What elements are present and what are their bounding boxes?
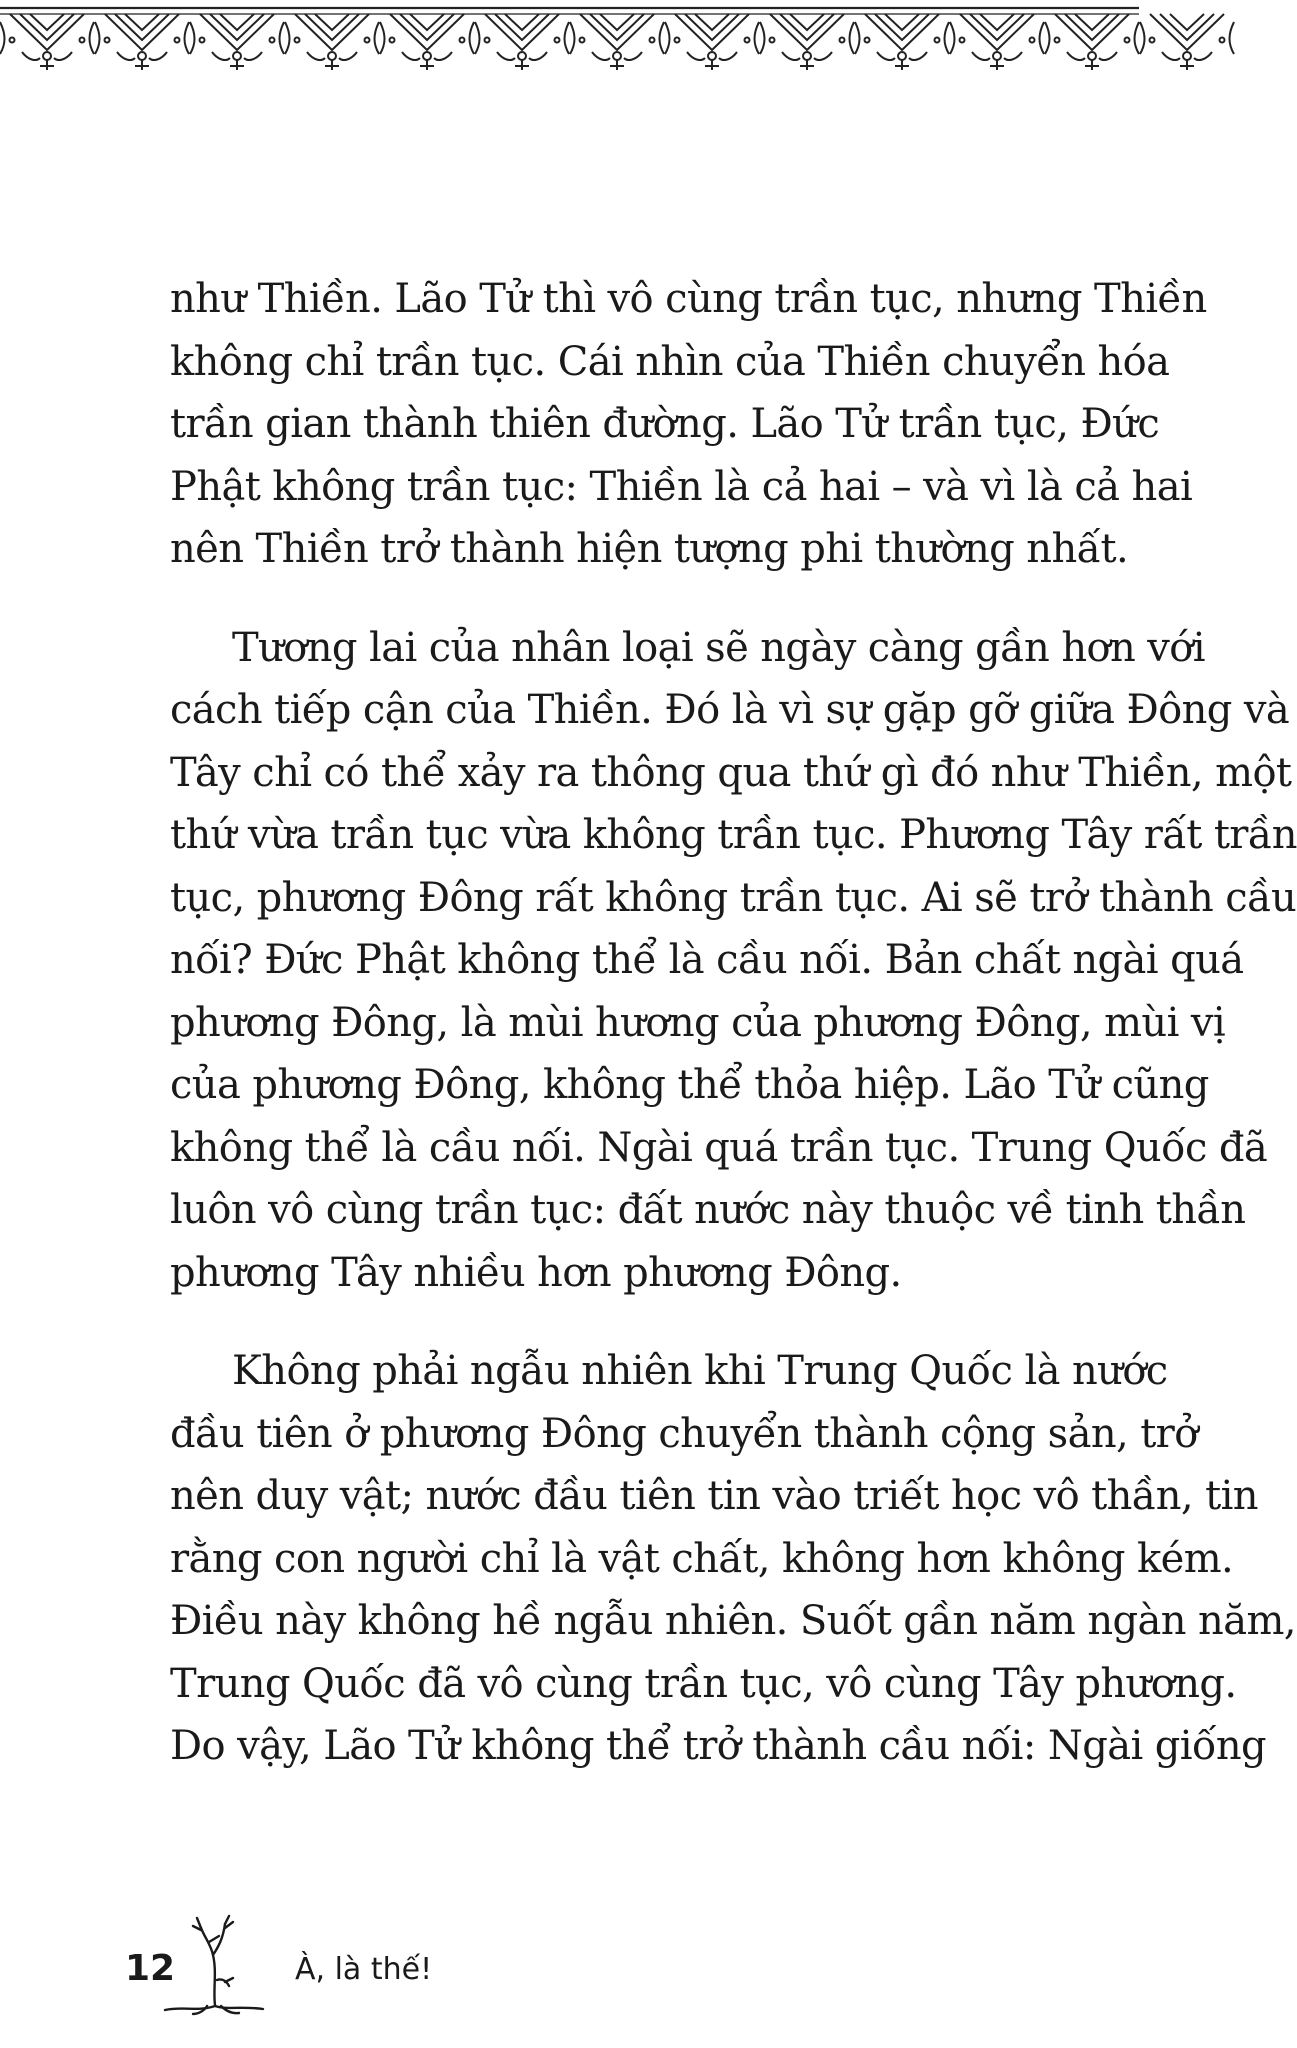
text-line: phương Đông, là mùi hương của phương Đông, mùi vị bbox=[170, 999, 1226, 1046]
tree-icon bbox=[163, 1910, 273, 2020]
text-line: phương Tây nhiều hơn phương Đông. bbox=[170, 1249, 902, 1296]
text-line: cách tiếp cận của Thiền. Đó là vì sự gặp gỡ giữa Đông và bbox=[170, 687, 1290, 733]
page-body bbox=[170, 268, 1297, 1814]
paragraph bbox=[170, 268, 1207, 581]
page-number: 12 bbox=[125, 1948, 176, 1989]
text-line: Không phải ngẫu nhiên khi Trung Quốc là nước bbox=[232, 1348, 1168, 1394]
text-line: luôn vô cùng trần tục: đất nước này thuộc về tinh thần bbox=[170, 1187, 1246, 1233]
text-line: không chỉ trần tục. Cái nhìn của Thiền chuyển hóa bbox=[170, 338, 1170, 385]
text-line: Phật không trần tục: Thiền là cả hai – và vì là cả hai bbox=[170, 463, 1193, 510]
text-line: Tương lai của nhân loại sẽ ngày càng gần hơn với bbox=[232, 624, 1205, 671]
text-line: Tây chỉ có thể xảy ra thông qua thứ gì đó như Thiền, một bbox=[170, 749, 1292, 796]
book-title: À, là thế! bbox=[295, 1952, 433, 1987]
text-line: tục, phương Đông rất không trần tục. Ai sẽ trở thành cầu bbox=[170, 874, 1297, 921]
text-line: Trung Quốc đã vô cùng trần tục, vô cùng Tây phương. bbox=[170, 1660, 1237, 1707]
paragraph bbox=[170, 1340, 1296, 1778]
text-line: Do vậy, Lão Tử không thể trở thành cầu nối: Ngài giống bbox=[170, 1723, 1267, 1769]
text-line: nên duy vật; nước đầu tiên tin vào triết học vô thần, tin bbox=[170, 1473, 1258, 1519]
text-line: như Thiền. Lão Tử thì vô cùng trần tục, nhưng Thiền bbox=[170, 276, 1207, 322]
text-line: Điều này không hề ngẫu nhiên. Suốt gần năm ngàn năm, bbox=[170, 1598, 1296, 1644]
text-line: của phương Đông, không thể thỏa hiệp. Lão Tử cũng bbox=[170, 1062, 1209, 1108]
page-footer bbox=[125, 1910, 525, 2020]
paragraph bbox=[170, 617, 1297, 1305]
text-line: nên Thiền trở thành hiện tượng phi thường nhất. bbox=[170, 526, 1129, 572]
text-line: rằng con người chỉ là vật chất, không hơn không kém. bbox=[170, 1535, 1234, 1582]
ornamental-border bbox=[0, 0, 1139, 80]
text-line: nối? Đức Phật không thể là cầu nối. Bản chất ngài quá bbox=[170, 937, 1244, 983]
text-line: thứ vừa trần tục vừa không trần tục. Phương Tây rất trần bbox=[170, 812, 1297, 858]
text-line: trần gian thành thiên đường. Lão Tử trần tục, Đức bbox=[170, 401, 1160, 447]
text-line: đầu tiên ở phương Đông chuyển thành cộng sản, trở bbox=[170, 1410, 1198, 1457]
text-line: không thể là cầu nối. Ngài quá trần tục. Trung Quốc đã bbox=[170, 1124, 1268, 1171]
